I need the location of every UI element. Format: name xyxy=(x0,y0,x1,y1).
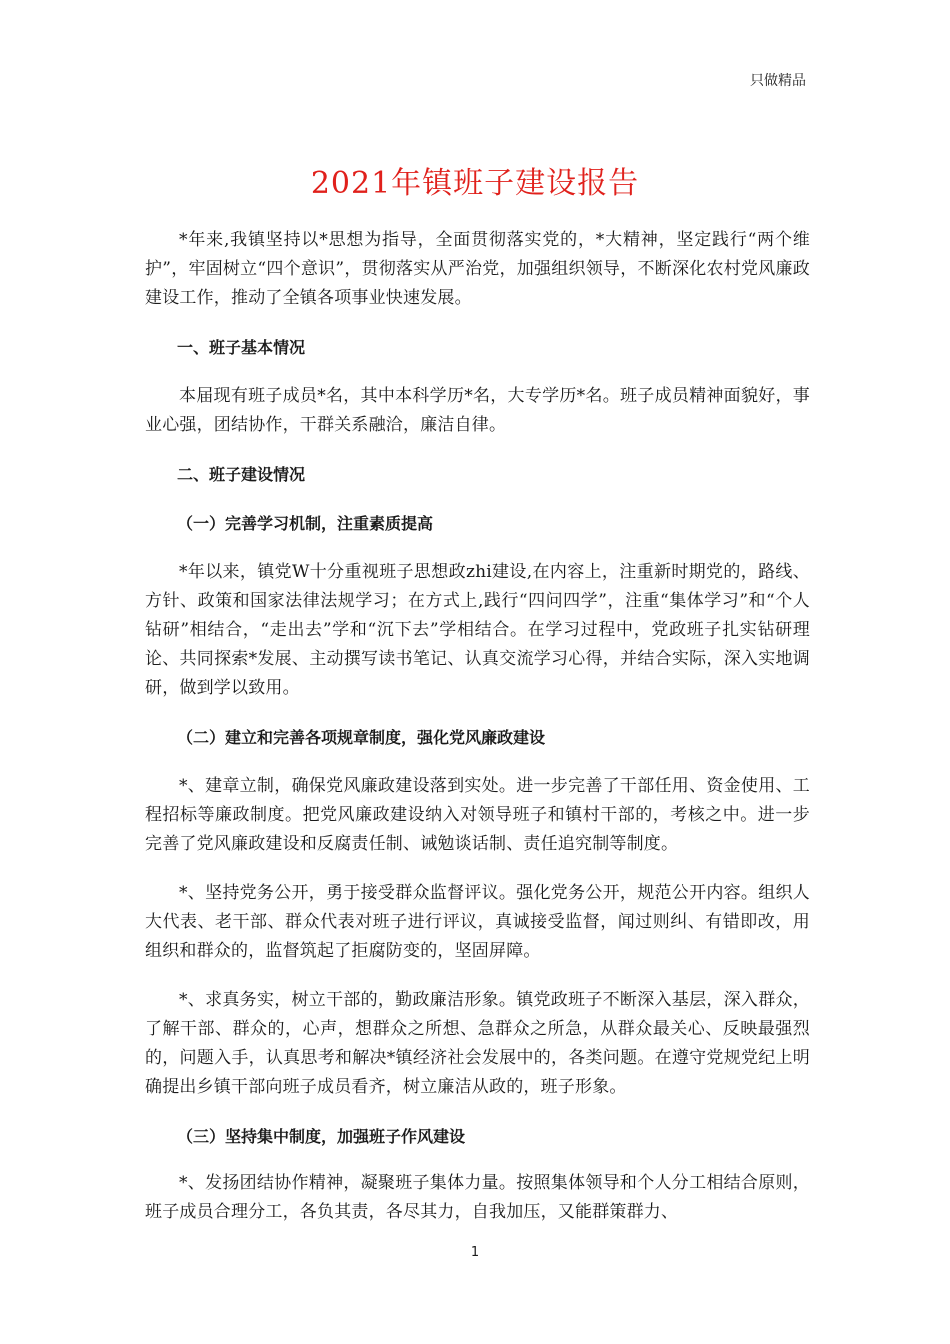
subsection3-paragraph-1: *、发扬团结协作精神，凝聚班子集体力量。按照集体领导和个人分工相结合原则，班子成员合理分工，各负其责，各尽其力，自我加压，又能群策群力、 xyxy=(145,1173,810,1222)
subsection1-paragraph: *年以来，镇党W十分重视班子思想政zhi建设,在内容上，注重新时期党的，路线、方针、政策和国家法律法规学习；在方式上,践行“四问四学”，注重“集体学习”和“个人钻研”相结合，“走出去”学和“沉下去”学相结合。在学习过程中，党政班子扎实钻研理论、共同探索*发展、主动撰写读书笔记、认真交流学习心得，并结合实际，深入实地调研，做到学以致用。 xyxy=(145,562,810,698)
document-body xyxy=(145,226,810,1227)
header-mark: 只做精品 xyxy=(750,73,806,89)
document-title: 2021年镇班子建设报告 xyxy=(310,166,640,201)
page-number: 1 xyxy=(470,1245,480,1260)
subsection2-paragraph-3: *、求真务实，树立干部的，勤政廉洁形象。镇党政班子不断深入基层，深入群众，了解干部、群众的，心声，想群众之所想、急群众之所急，从群众最关心、反映最强烈的，问题入手，认真思考和解决*镇经济社会发展中的，各类问题。在遵守党规党纪上明确提出乡镇干部向班子成员看齐，树立廉洁从政的，班子形象。 xyxy=(145,990,810,1097)
section2-heading: 二、班子建设情况 xyxy=(177,465,306,484)
section1-paragraph: 本届现有班子成员*名，其中本科学历*名，大专学历*名。班子成员精神面貌好，事业心强，团结协作，干群关系融洽，廉洁自律。 xyxy=(145,386,810,435)
subsection2-paragraph-2: *、坚持党务公开，勇于接受群众监督评议。强化党务公开，规范公开内容。组织人大代表、老干部、群众代表对班子进行评议，真诚接受监督，闻过则纠、有错即改，用组织和群众的，监督筑起了拒腐防变的，坚固屏障。 xyxy=(145,883,810,961)
subsection2-paragraph-1: *、建章立制，确保党风廉政建设落到实处。进一步完善了干部任用、资金使用、工程招标等廉政制度。把党风廉政建设纳入对领导班子和镇村干部的，考核之中。进一步完善了党风廉政建设和反腐责任制、诫勉谈话制、责任追究制等制度。 xyxy=(145,776,810,854)
subsection1-heading: （一）完善学习机制，注重素质提高 xyxy=(177,514,434,533)
section1-heading: 一、班子基本情况 xyxy=(177,338,306,357)
subsection3-heading: （三）坚持集中制度，加强班子作风建设 xyxy=(177,1127,466,1146)
intro-paragraph: *年来,我镇坚持以*思想为指导，全面贯彻落实党的，*大精神，坚定践行“两个维护”，牢固树立“四个意识”，贯彻落实从严治党，加强组织领导，不断深化农村党风廉政建设工作，推动了全镇各项事业快速发展。 xyxy=(145,230,810,308)
subsection2-heading: （二）建立和完善各项规章制度，强化党风廉政建设 xyxy=(177,728,546,747)
